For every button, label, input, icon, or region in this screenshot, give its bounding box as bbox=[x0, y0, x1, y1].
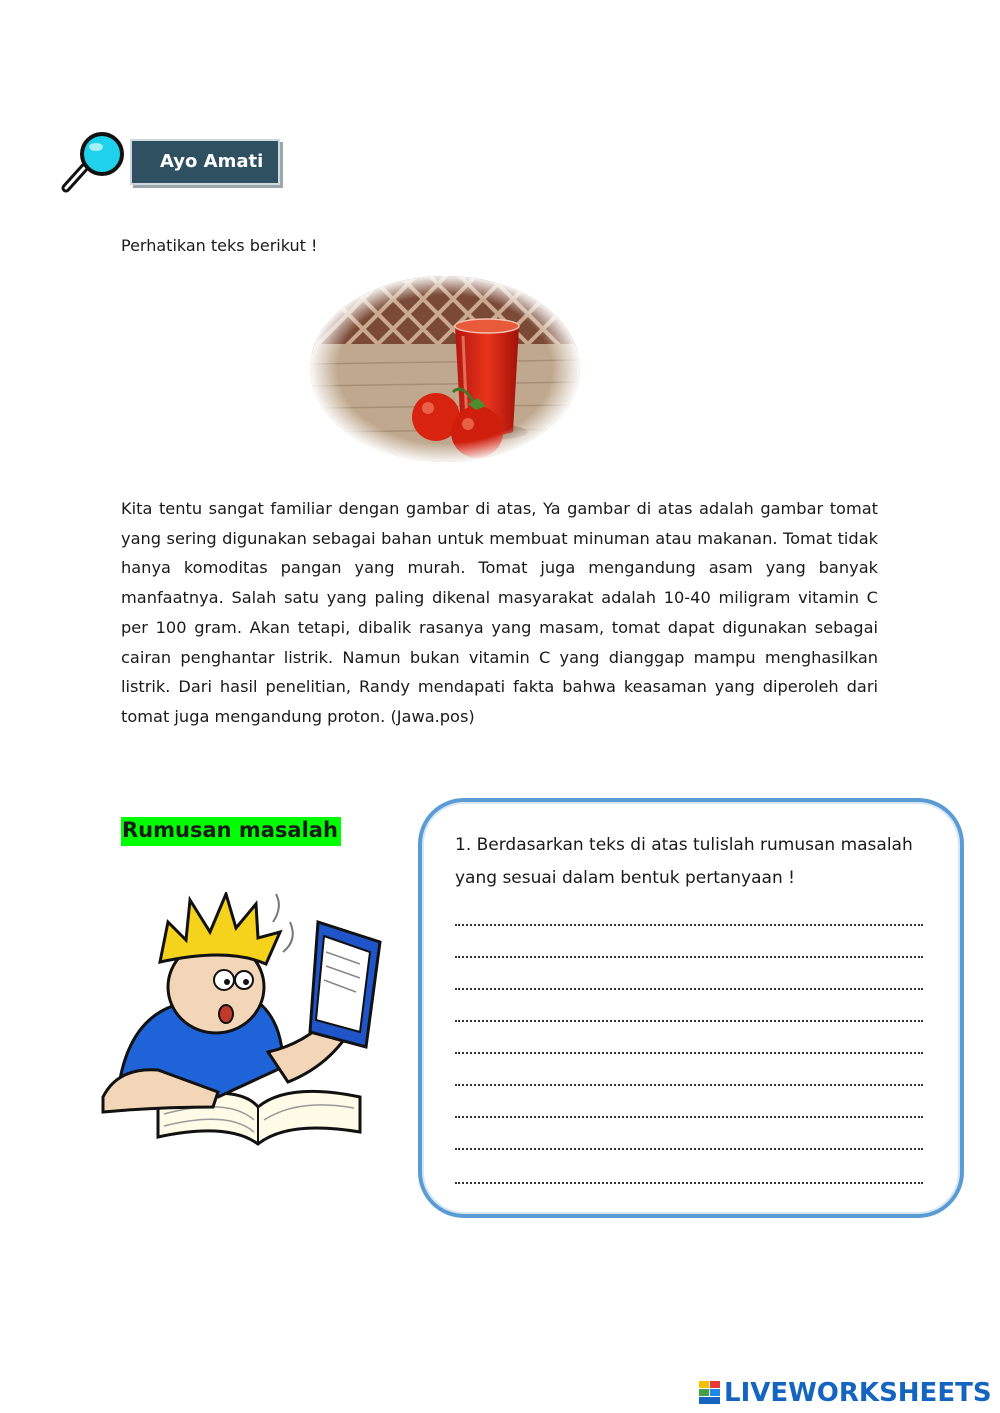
question-text: 1. Berdasarkan teks di atas tulislah rumusan masalah yang sesuai dalam bentuk pertanyaan ! bbox=[455, 835, 913, 888]
reading-passage: Kita tentu sangat familiar dengan gambar di atas, Ya gambar di atas adalah gambar tomat yang sering digunakan sebagai bahan untuk membuat minuman atau makanan. Tomat tidak hanya komoditas pangan yang murah. Tomat juga mengandung asam yang banyak manfaatnya. Salah satu yang paling dikenal masyarakat adalah 10-40 miligram vitamin C per 100 gram. Akan tetapi, dibalik rasanya yang masam, tomat dapat digunakan sebagai cairan penghantar listrik. Namun bukan vitamin C yang dianggap mampu menghasilkan listrik. Dari hasil penelitian, Randy mendapati fakta bahwa keasaman yang diperoleh dari tomat juga mengandung proton. (Jawa.pos) bbox=[121, 499, 878, 726]
answer-line[interactable] bbox=[455, 924, 923, 926]
magnifier-icon bbox=[58, 132, 130, 196]
intro-text: Perhatikan teks berikut ! bbox=[121, 236, 318, 255]
answer-line[interactable] bbox=[455, 988, 923, 990]
answer-line[interactable] bbox=[455, 956, 923, 958]
answer-line[interactable] bbox=[455, 1052, 923, 1054]
answer-line[interactable] bbox=[455, 1148, 923, 1150]
tomato-juice-photo bbox=[308, 274, 582, 464]
section-title: Rumusan masalah bbox=[121, 817, 341, 846]
answer-line[interactable] bbox=[455, 1084, 923, 1086]
student-reading-icon bbox=[98, 892, 388, 1164]
logo-text: LIVEWORKSHEETS bbox=[724, 1378, 992, 1408]
answer-line[interactable] bbox=[455, 1020, 923, 1022]
section-badge: Ayo Amati bbox=[130, 139, 280, 185]
liveworksheets-logo bbox=[699, 1378, 992, 1408]
answer-line[interactable] bbox=[455, 1116, 923, 1118]
logo-icon bbox=[699, 1381, 721, 1405]
answer-line[interactable] bbox=[455, 1182, 923, 1184]
